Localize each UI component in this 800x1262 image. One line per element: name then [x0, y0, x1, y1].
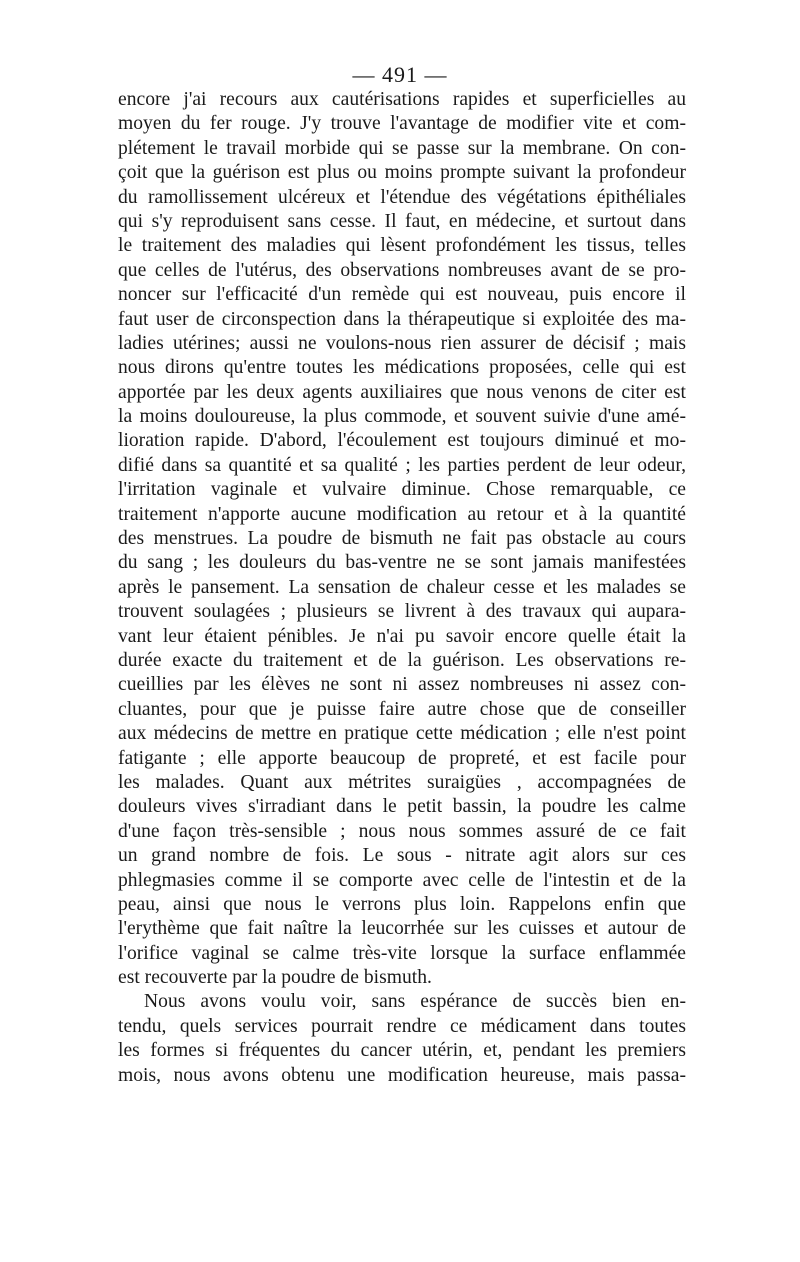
text-line: la moins douloureuse, la plus commode, et souvent suivie d'une amé- [118, 406, 686, 428]
text-line: faut user de circonspection dans la thérapeutique si exploitée des ma- [118, 308, 686, 330]
text-line: les malades. Quant aux métrites suraigües , accompagnées de [118, 771, 686, 793]
text-line: le traitement des maladies qui lèsent profondément les tissus, telles [118, 235, 686, 257]
text-line: çoit que la guérison est plus ou moins prompte suivant la profondeur [118, 162, 686, 184]
text-line: les formes si fréquentes du cancer utérin, et, pendant les premiers [118, 1040, 686, 1062]
text-line: traitement n'apporte aucune modification au retour et à la quantité [118, 503, 686, 525]
text-line: noncer sur l'efficacité d'un remède qui est nouveau, puis encore il [118, 284, 686, 306]
text-line: moyen du fer rouge. J'y trouve l'avantage de modifier vite et com- [118, 113, 686, 135]
text-line: plétement le travail morbide qui se passe sur la membrane. On con- [118, 137, 686, 159]
page-number: — 491 — [352, 62, 448, 87]
text-line: des menstrues. La poudre de bismuth ne fait pas obstacle au cours [118, 528, 686, 550]
text-line: trouvent soulagées ; plusieurs se livrent à des travaux qui aupara- [118, 601, 686, 623]
text-line: apportée par les deux agents auxiliaires que nous venons de citer est [118, 381, 686, 403]
text-line: du sang ; les douleurs du bas-ventre ne se sont jamais manifestées [118, 552, 686, 574]
paragraph [118, 990, 686, 1088]
text-line: fatigante ; elle apporte beaucoup de propreté, et est facile pour [118, 747, 686, 769]
text-line: aux médecins de mettre en pratique cette médication ; elle n'est point [118, 723, 686, 745]
body-text [118, 88, 686, 1088]
text-line: encore j'ai recours aux cautérisations rapides et superficielles au [118, 89, 686, 110]
text-line: du ramollissement ulcéreux et l'étendue des végétations épithéliales [118, 186, 686, 208]
text-line: est recouverte par la poudre de bismuth. [118, 967, 432, 989]
text-line: l'irritation vaginale et vulvaire diminue. Chose remarquable, ce [118, 479, 686, 501]
text-line: douleurs vives s'irradiant dans le petit bassin, la poudre les calme [118, 796, 686, 818]
text-line: vant leur étaient pénibles. Je n'ai pu savoir encore quelle était la [118, 625, 686, 647]
text-line: cluantes, pour que je puisse faire autre chose que de conseiller [118, 698, 686, 720]
text-line: tendu, quels services pourrait rendre ce médicament dans toutes [118, 1015, 686, 1037]
text-line: difié dans sa quantité et sa qualité ; les parties perdent de leur odeur, [118, 454, 686, 476]
text-line: l'orifice vaginal se calme très-vite lorsque la surface enflammée [118, 942, 686, 964]
text-line: cueillies par les élèves ne sont ni assez nombreuses ni assez con- [118, 674, 686, 696]
text-line: nous dirons qu'entre toutes les médications proposées, celle qui est [118, 357, 686, 379]
text-line: que celles de l'utérus, des observations nombreuses avant de se pro- [118, 259, 686, 281]
text-line: l'erythème que fait naître la leucorrhée sur les cuisses et autour de [118, 918, 686, 940]
text-line: d'une façon très-sensible ; nous nous sommes assuré de ce fait [118, 820, 686, 842]
paragraph [118, 88, 686, 990]
text-line: durée exacte du traitement et de la guérison. Les observations re- [118, 649, 686, 671]
text-line: mois, nous avons obtenu une modification heureuse, mais passa- [118, 1064, 686, 1086]
text-line: qui s'y reproduisent sans cesse. Il faut, en médecine, et surtout dans [118, 210, 686, 232]
text-line: après le pansement. La sensation de chaleur cesse et les malades se [118, 576, 686, 598]
text-line: un grand nombre de fois. Le sous - nitrate agit alors sur ces [118, 845, 686, 867]
text-line: phlegmasies comme il se comporte avec celle de l'intestin et de la [118, 869, 686, 891]
text-line: Nous avons voulu voir, sans espérance de succès bien en- [144, 991, 686, 1013]
text-line: lioration rapide. D'abord, l'écoulement est toujours diminué et mo- [118, 430, 686, 452]
text-line: peau, ainsi que nous le verrons plus loin. Rappelons enfin que [118, 893, 686, 915]
text-line: ladies utérines; aussi ne voulons-nous rien assurer de décisif ; mais [118, 332, 686, 354]
